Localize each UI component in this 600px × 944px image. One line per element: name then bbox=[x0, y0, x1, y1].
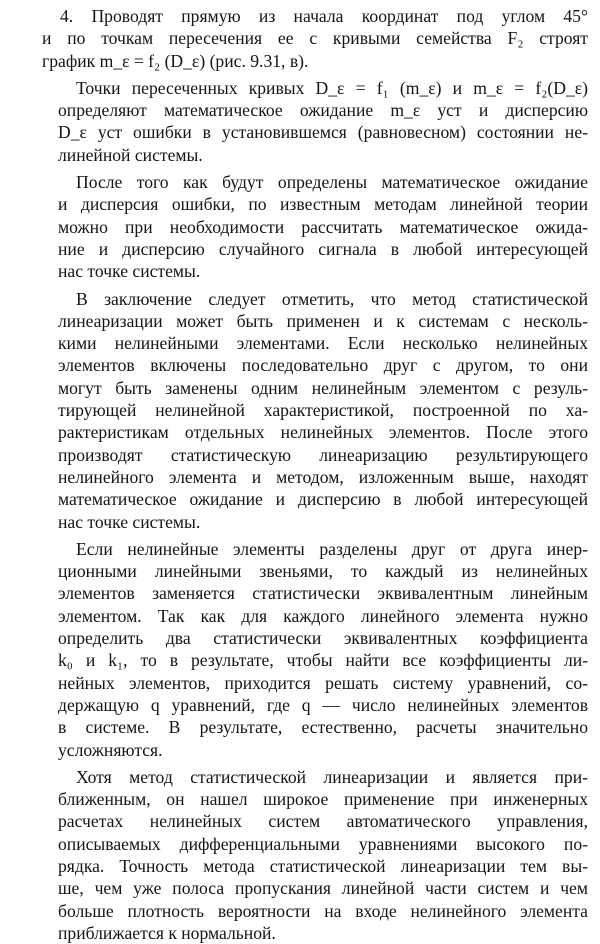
text-line: Хотя метод статистической линеаризации и является при- bbox=[76, 766, 588, 787]
text-line: математическое ожидание и дисперсию в любой интересующей bbox=[58, 489, 588, 510]
text-line: 4. Проводят прямую из начала координат под углом 45° bbox=[60, 6, 588, 26]
text-line: элементов включены последовательно друг с другом, то они bbox=[58, 355, 588, 376]
text-line: кими нелинейными элементами. Если несколько нелинейных bbox=[58, 333, 588, 354]
text-line: тирующей нелинейной характеристикой, построенной по ха- bbox=[58, 400, 588, 421]
text-line: ближенным, он нашел широкое применение при инженерных bbox=[58, 789, 588, 810]
text-line: После того как будут определены математическое ожидание bbox=[76, 172, 588, 193]
paragraph-separated-elements bbox=[30, 538, 588, 761]
paragraph-method-applicability bbox=[30, 766, 588, 944]
text-line: Точки пересеченных кривых D_ε = f₁ (m_ε) и m_ε = f₂(D_ε) bbox=[76, 77, 588, 98]
text-line: усложняются. bbox=[58, 739, 163, 760]
text-line: могут быть заменены одним нелинейным элементом с резуль- bbox=[58, 377, 588, 398]
text-line: нейных элементов, приходится решать систему уравнений, со- bbox=[58, 672, 588, 693]
text-line: элементов заменяется статистически эквивалентным линейным bbox=[58, 583, 588, 604]
text-line: ционными линейными звеньями, то каждый из нелинейных bbox=[58, 561, 588, 582]
text-line: ше, чем уже полоса пропускания линейной части систем и чем bbox=[58, 878, 588, 899]
text-line: рядка. Точность метода статистической линеаризации тем вы- bbox=[58, 855, 588, 876]
text-line: и дисперсия ошибки, по известным методам линейной теории bbox=[58, 194, 588, 215]
text-line: ние и дисперсию случайного сигнала в любой интересующей bbox=[58, 238, 588, 259]
text-line: нас точке системы. bbox=[58, 261, 201, 282]
text-line: В заключение следует отметить, что метод статистической bbox=[76, 288, 588, 309]
text-line: элементом. Так как для каждого линейного элемента нужно bbox=[58, 605, 588, 626]
text-line: k₀ и k₁, то в результате, чтобы найти все коэффициенты ли- bbox=[58, 650, 588, 671]
text-line: описываемых дифференциальными уравнениями высокого по- bbox=[58, 833, 588, 854]
text-line: держащую q уравнений, где q — число нелинейных элементов bbox=[58, 694, 588, 715]
text-line: D_ε уст ошибки в установившемся (равновесном) состоянии не- bbox=[58, 122, 588, 143]
text-line: линеаризации может быть применен и к системам с несколь- bbox=[58, 310, 588, 331]
text-line: линейной системы. bbox=[58, 144, 203, 165]
text-line: рактеристикам отдельных нелинейных элементов. После этого bbox=[58, 422, 588, 443]
text-line: в системе. В результате, естественно, расчеты значительно bbox=[58, 717, 588, 738]
text-line: расчетах нелинейных систем автоматического управления, bbox=[58, 811, 588, 832]
paragraph-conclusion bbox=[30, 288, 588, 533]
text-line: нелинейного элемента и методом, изложенным выше, находят bbox=[58, 466, 588, 487]
text-line: определить два статистически эквивалентных коэффициента bbox=[58, 628, 588, 649]
text-line: определяют математическое ожидание m_ε уст и дисперсию bbox=[58, 100, 588, 121]
text-line: нас точке системы. bbox=[58, 511, 201, 532]
text-line: и по точкам пересечения ее с кривыми семейства F₂ строят bbox=[42, 28, 588, 49]
text-line: график m_ε = f₂ (D_ε) (рис. 9.31, в). bbox=[42, 50, 309, 71]
text-line: больше плотность вероятности на входе нелинейного элемента bbox=[58, 900, 588, 921]
paragraph-intersection-points bbox=[30, 77, 588, 166]
paragraph-after-determination bbox=[30, 171, 588, 282]
text-line: Если нелинейные элементы разделены друг от друга инер- bbox=[76, 538, 588, 559]
paragraph-step-4 bbox=[30, 5, 588, 72]
text-line: приближается к нормальной. bbox=[58, 922, 276, 943]
text-line: производят статистическую линеаризацию результирующего bbox=[58, 444, 588, 465]
text-line: можно при необходимости рассчитать математическое ожида- bbox=[58, 216, 588, 237]
